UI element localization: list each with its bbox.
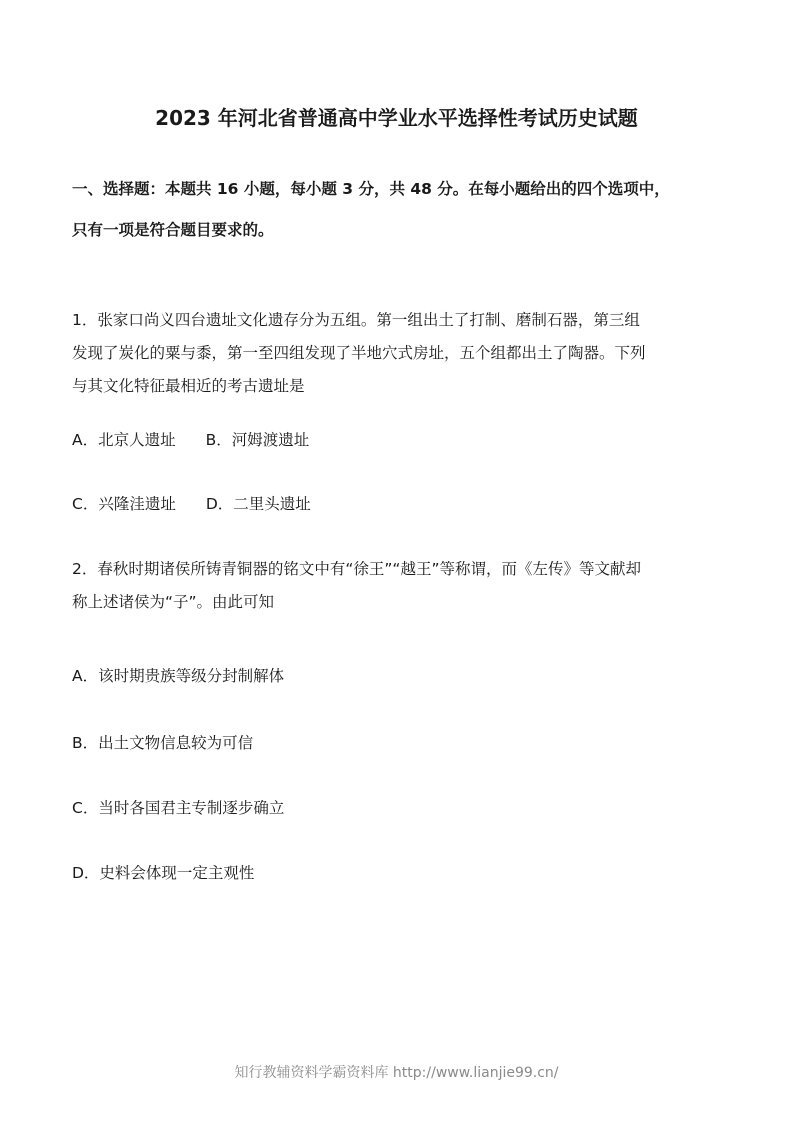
page-title: 2023 年河北省普通高中学业水平选择性考试历史试题 <box>155 106 638 130</box>
question-1-option-d: D．二里头遗址 <box>205 495 311 513</box>
question-1-options-row-1 <box>72 424 722 457</box>
section-heading-line-1: 一、选择题：本题共 16 小题，每小题 3 分，共 48 分。在每小题给出的四个选项中， <box>72 180 670 198</box>
question-1-stem-line-3: 与其文化特征最相近的考古遗址是 <box>72 377 305 395</box>
question-1-stem-line-2: 发现了炭化的粟与黍，第一至四组发现了半地穴式房址，五个组都出土了陶器。下列 <box>72 344 646 362</box>
question-1-option-c: C．兴隆洼遗址 <box>72 495 176 513</box>
question-2-stem-line-2: 称上述诸侯为“子”。由此可知 <box>72 593 275 611</box>
question-1-stem <box>72 304 722 403</box>
question-2-option-c: C．当时各国君主专制逐步确立 <box>72 799 285 817</box>
section-heading <box>72 169 722 251</box>
question-2-option-b: B．出土文物信息较为可信 <box>72 734 254 752</box>
question-2-option-a: A．该时期贵族等级分封制解体 <box>72 667 285 685</box>
question-2-stem <box>72 553 722 619</box>
question-1-option-b: B．河姆渡遗址 <box>205 431 310 449</box>
footer-watermark: 知行教辅资料学霸资料库 http://www.lianjie99.cn/ <box>234 1065 559 1081</box>
question-1-option-a: A．北京人遗址 <box>72 431 176 449</box>
question-2-option-d: D．史料会体现一定主观性 <box>72 864 255 882</box>
question-1-stem-line-1: 1．张家口尚义四台遗址文化遗存分为五组。第一组出土了打制、磨制石器，第三组 <box>72 311 640 329</box>
question-2-stem-line-1: 2．春秋时期诸侯所铸青铜器的铭文中有“徐王”“越王”等称谓，而《左传》等文献却 <box>72 560 641 578</box>
section-heading-line-2: 只有一项是符合题目要求的。 <box>72 221 274 239</box>
question-1-options-row-2 <box>72 488 722 521</box>
